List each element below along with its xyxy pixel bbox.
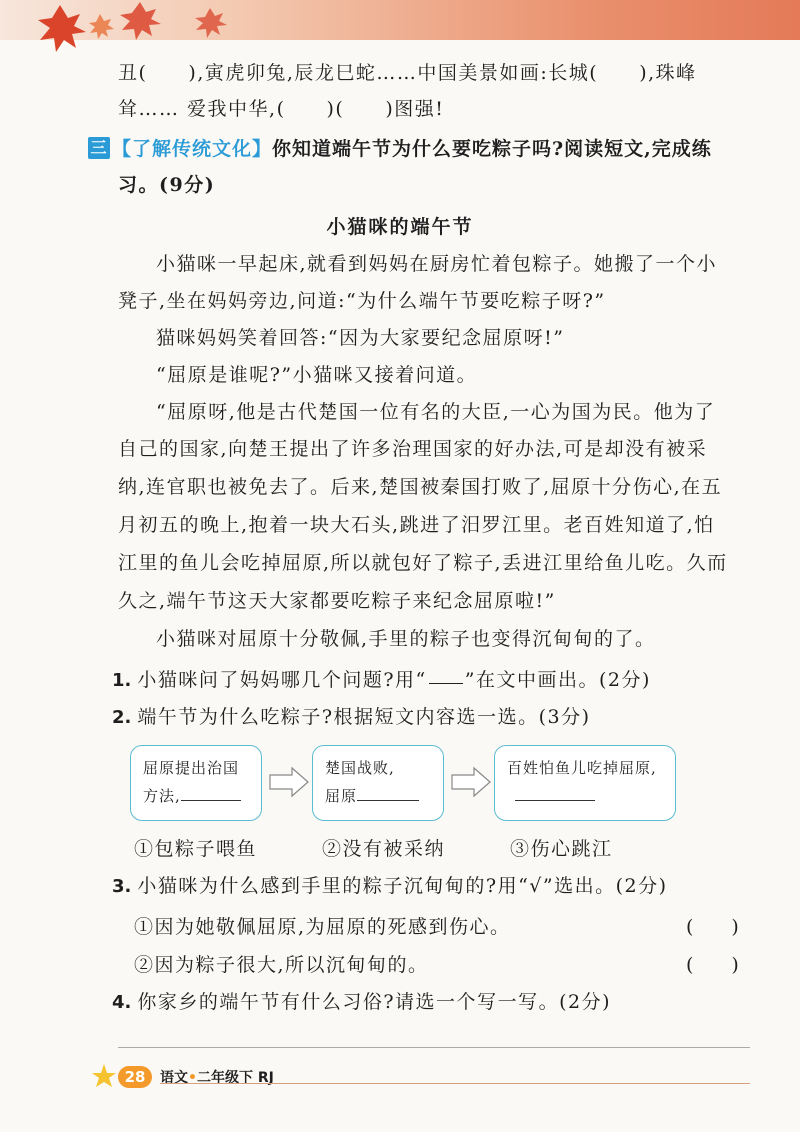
flow-box-3-line-1: 百姓怕鱼儿吃掉屈原, <box>507 759 657 777</box>
q2-option-2[interactable]: ②没有被采纳 <box>322 838 446 860</box>
question-text: 端午节为什么吃粽子?根据短文内容选一选。(3分) <box>137 706 591 728</box>
story-line-1: 小猫咪一早起床,就看到妈妈在厨房忙着包粽子。她搬了一个小 <box>156 253 718 275</box>
story-line-7: 纳,连官职也被免去了。后来,楚国被秦国打败了,屈原十分伤心,在五 <box>118 476 723 498</box>
flow-box-1-line-1: 屈原提出治国 <box>143 759 240 777</box>
intro-line-2: 耸…… 爱我中华,( )( )图强! <box>118 98 445 120</box>
flow-box-3-line-2 <box>507 782 663 810</box>
flow-box-2 <box>312 745 444 821</box>
page-number: 28 <box>118 1066 152 1088</box>
story-line-2: 凳子,坐在妈妈旁边,问道:“为什么端午节要吃粽子呀?” <box>118 290 606 312</box>
q3-option-1: ①因为她敬佩屈原,为屈原的死感到伤心。 <box>134 916 511 938</box>
section-three-heading <box>88 134 712 161</box>
question-1 <box>112 667 651 694</box>
story-line-6: 自己的国家,向楚王提出了许多治理国家的好办法,可是却没有被采 <box>118 438 708 460</box>
underline-sample <box>429 683 463 684</box>
q4-answer-line[interactable] <box>118 1047 750 1048</box>
answer-blank-3[interactable] <box>515 800 595 801</box>
section-category: 【了解传统文化】 <box>112 138 273 160</box>
question-text-end: ”在文中画出。(2分) <box>464 669 651 691</box>
question-4 <box>112 989 611 1016</box>
question-number: 2. <box>112 707 132 728</box>
question-text: 小猫咪为什么感到手里的粽子沉甸甸的?用“√”选出。(2分) <box>137 875 668 897</box>
q2-option-3[interactable]: ③伤心跳江 <box>510 838 613 860</box>
story-title: 小猫咪的端午节 <box>326 216 474 238</box>
section-prompt-continued: 习。(9分) <box>118 174 216 196</box>
question-text: 小猫咪问了妈妈哪几个问题?用“ <box>137 669 427 691</box>
story-line-5: “屈原呀,他是古代楚国一位有名的大臣,一心为国为民。他为了 <box>156 401 716 423</box>
q3-option-1-checkbox[interactable]: ( ) <box>686 916 739 938</box>
footer-subject: 语文•二年级下 RJ <box>160 1070 274 1086</box>
question-text: 你家乡的端午节有什么习俗?请选一个写一写。(2分) <box>137 991 611 1013</box>
maple-leaf-decoration-icon <box>20 0 260 60</box>
question-number: 1. <box>112 670 132 691</box>
question-3 <box>112 873 668 900</box>
section-number-badge: 三 <box>88 137 110 159</box>
q3-option-2-checkbox[interactable]: ( ) <box>686 954 739 976</box>
question-number: 4. <box>112 992 132 1013</box>
story-line-4: “屈原是谁呢?”小猫咪又接着问道。 <box>156 364 478 386</box>
q3-option-2: ②因为粽子很大,所以沉甸甸的。 <box>134 954 429 976</box>
arrow-right-icon <box>450 765 492 799</box>
arrow-right-icon <box>268 765 310 799</box>
story-line-10: 久之,端午节这天大家都要吃粽子来纪念屈原啦!” <box>118 590 556 612</box>
story-line-11: 小猫咪对屈原十分敬佩,手里的粽子也变得沉甸甸的了。 <box>156 628 656 650</box>
flow-box-3 <box>494 745 676 821</box>
answer-blank-2[interactable] <box>357 800 419 801</box>
flow-box-2-line-2: 屈原 <box>325 782 431 810</box>
story-line-3: 猫咪妈妈笑着回答:“因为大家要纪念屈原呀!” <box>156 327 565 349</box>
flow-box-1-line-2: 方法, <box>143 782 249 810</box>
story-line-8: 月初五的晚上,抱着一块大石头,跳进了汨罗江里。老百姓知道了,怕 <box>118 514 715 536</box>
footer-divider <box>160 1083 750 1084</box>
q2-option-1[interactable]: ①包粽子喂鱼 <box>134 838 258 860</box>
question-number: 3. <box>112 876 132 897</box>
flow-box-1 <box>130 745 262 821</box>
intro-line-1: 丑( ),寅虎卯兔,辰龙巳蛇……中国美景如画:长城( ),珠峰 <box>118 62 697 84</box>
section-prompt: 你知道端午节为什么要吃粽子吗?阅读短文,完成练 <box>272 138 712 160</box>
answer-blank-1[interactable] <box>181 800 241 801</box>
story-line-9: 江里的鱼儿会吃掉屈原,所以就包好了粽子,丢进江里给鱼儿吃。久而 <box>118 552 728 574</box>
flow-box-2-line-1: 楚国战败, <box>325 759 395 777</box>
question-2 <box>112 704 590 731</box>
